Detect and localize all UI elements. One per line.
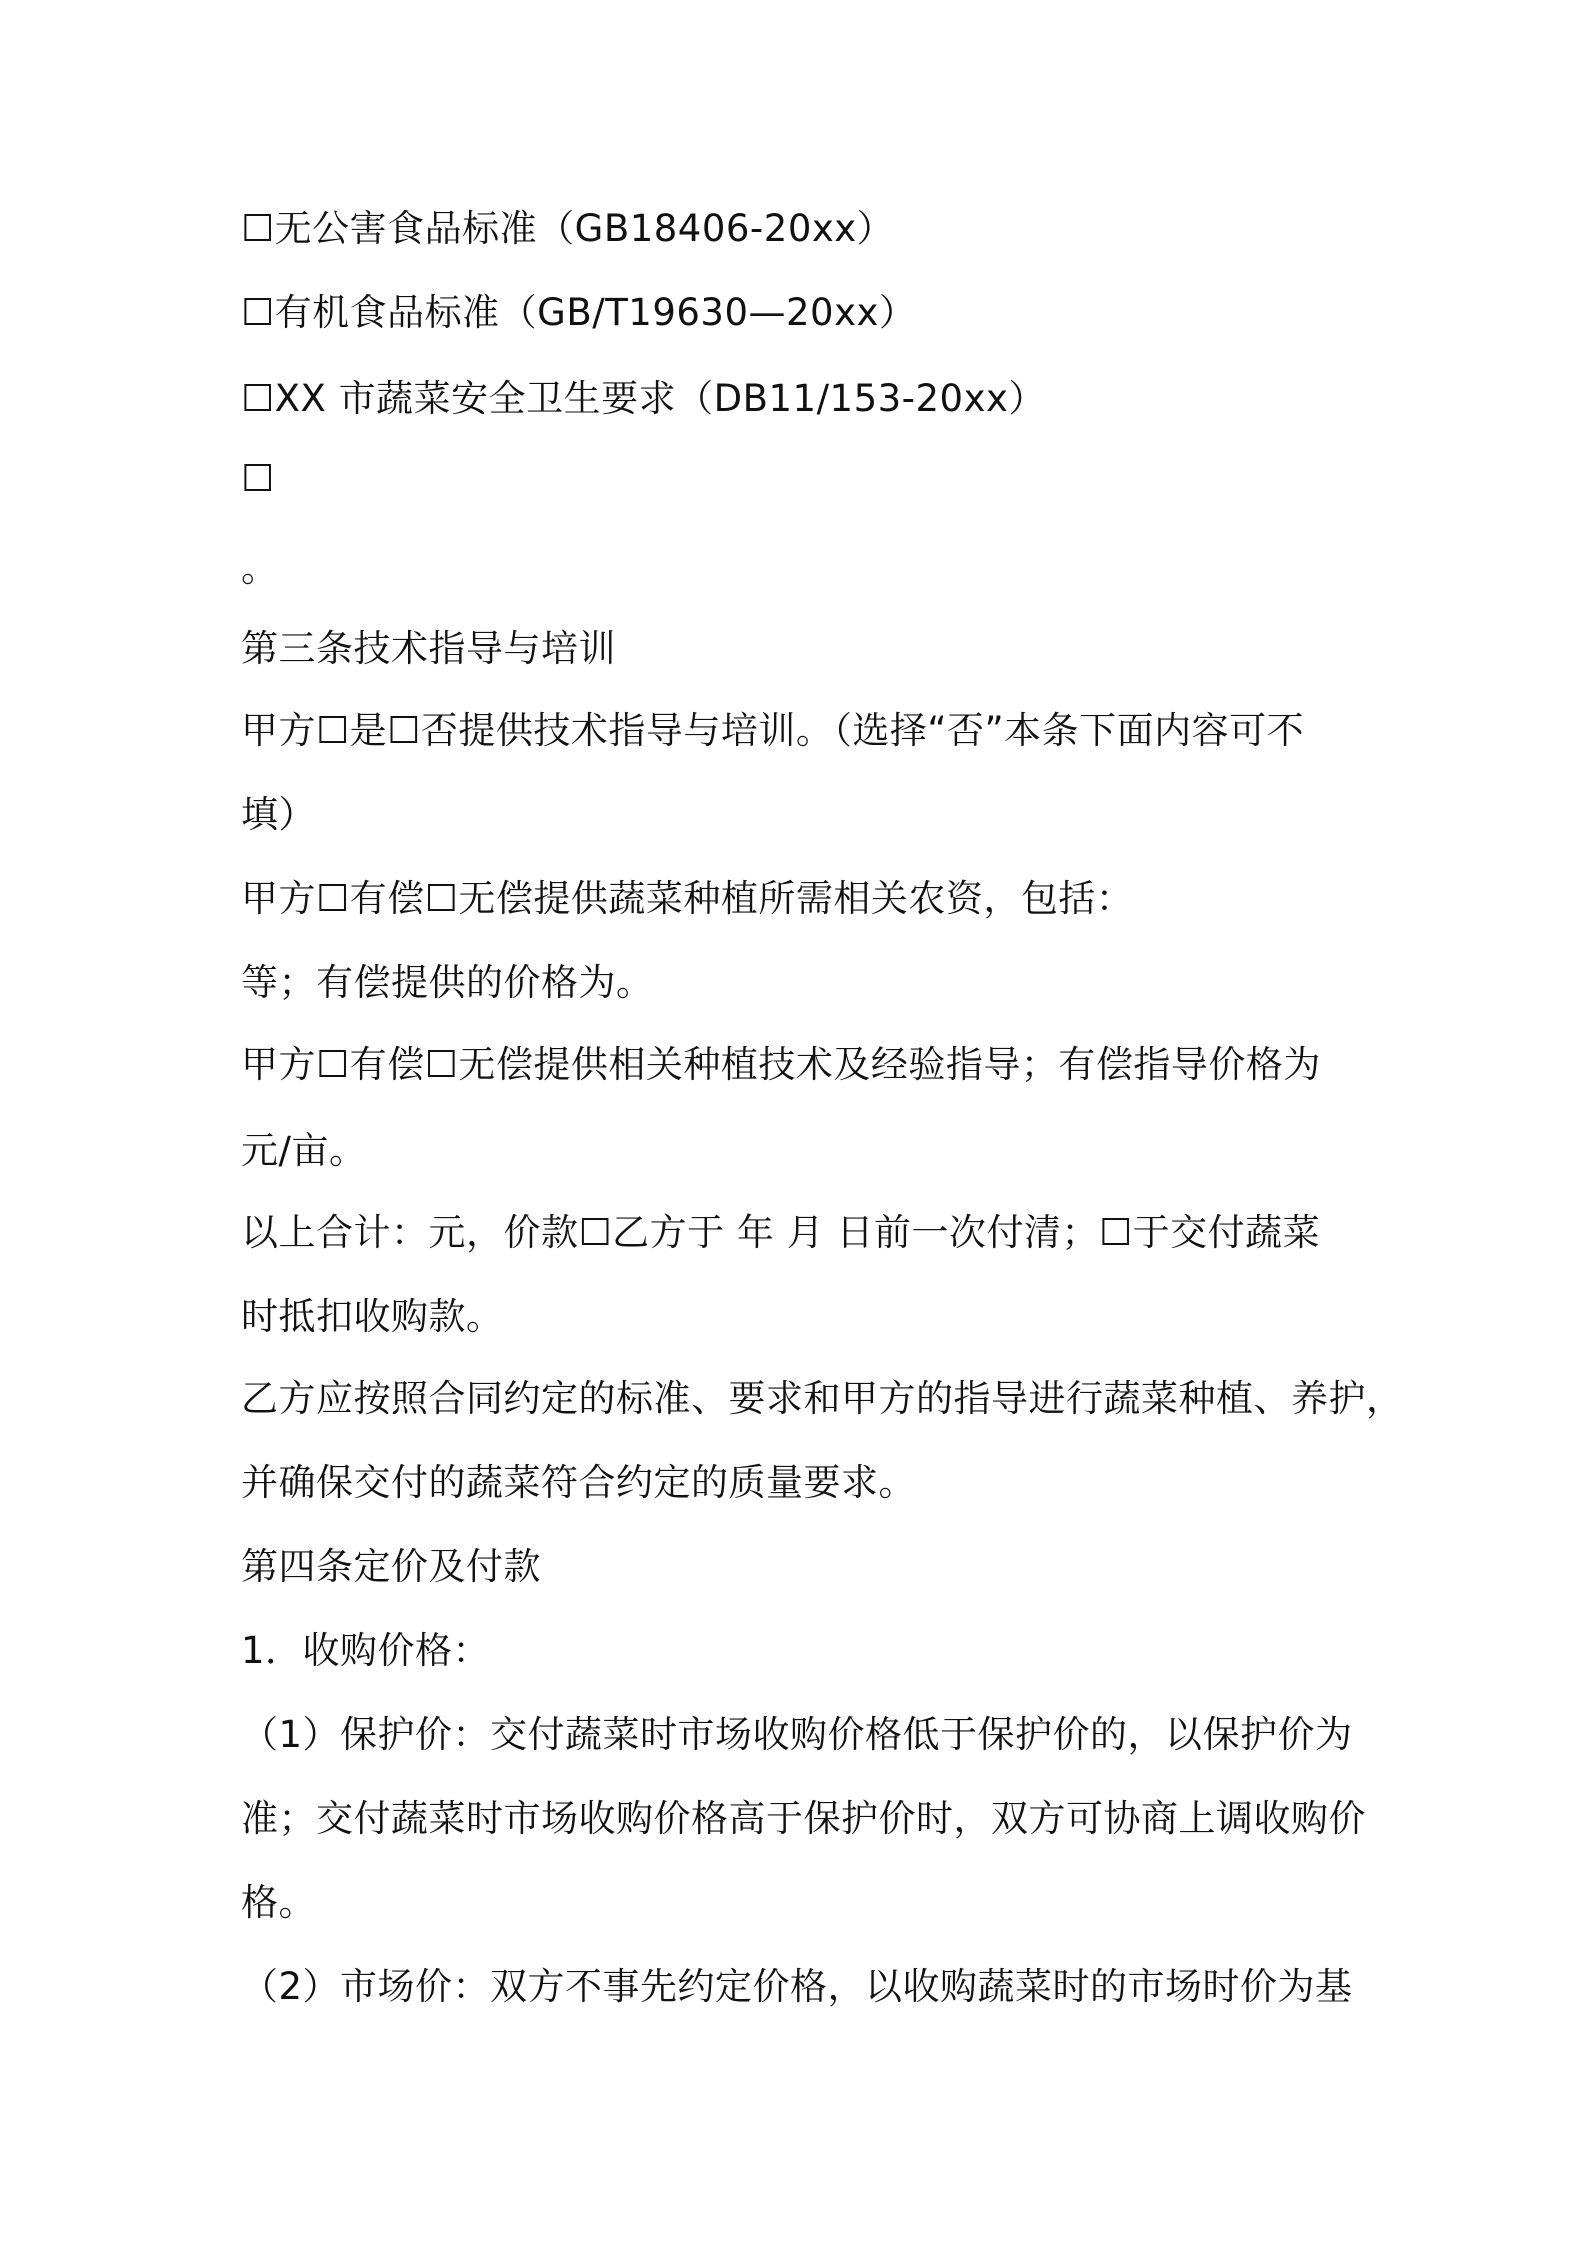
paragraph-line: 格。 [241,1881,316,1924]
checkbox-option-blank: ☐ [241,457,275,500]
paragraph-line: 准；交付蔬菜时市场收购价格高于保护价时，双方可协商上调收购价 [241,1797,1366,1840]
checkbox-option-city-safety-requirement: ☐XX 市蔬菜安全卫生要求（DB11/153-20xx） [241,377,1046,420]
paragraph-line: 并确保交付的蔬菜符合约定的质量要求。 [241,1461,916,1504]
paragraph-line: 甲方☐有偿☐无偿提供相关种植技术及经验指导；有偿指导价格为 [241,1043,1321,1086]
period-mark: 。 [241,547,279,590]
section-heading-article-3: 第三条技术指导与培训 [241,627,616,670]
paragraph-line: 乙方应按照合同约定的标准、要求和甲方的指导进行蔬菜种植、养护， [241,1377,1404,1420]
checkbox-option-organic-standard: ☐有机食品标准（GB/T19630—20xx） [241,291,917,334]
paragraph-line: 甲方☐有偿☐无偿提供蔬菜种植所需相关农资，包括： [241,877,1134,920]
paragraph-line: （2）市场价：双方不事先约定价格，以收购蔬菜时的市场时价为基 [241,1965,1353,2008]
checkbox-option-pollution-free-standard: ☐无公害食品标准（GB18406-20xx） [241,207,895,250]
paragraph-line: 时抵扣收购款。 [241,1295,504,1338]
paragraph-line: 甲方☐是☐否提供技术指导与培训。（选择“否”本条下面内容可不 [241,709,1305,752]
paragraph-line: （1）保护价：交付蔬菜时市场收购价格低于保护价的，以保护价为 [241,1713,1353,1756]
paragraph-line: 等；有偿提供的价格为。 [241,961,654,1004]
paragraph-line: 填） [241,793,316,836]
list-item-heading: 1．收购价格： [241,1629,491,1672]
paragraph-line: 以上合计：元，价款☐乙方于 年 月 日前一次付清；☐于交付蔬菜 [241,1211,1321,1254]
paragraph-line: 元/亩。 [241,1129,367,1172]
section-heading-article-4: 第四条定价及付款 [241,1545,541,1588]
